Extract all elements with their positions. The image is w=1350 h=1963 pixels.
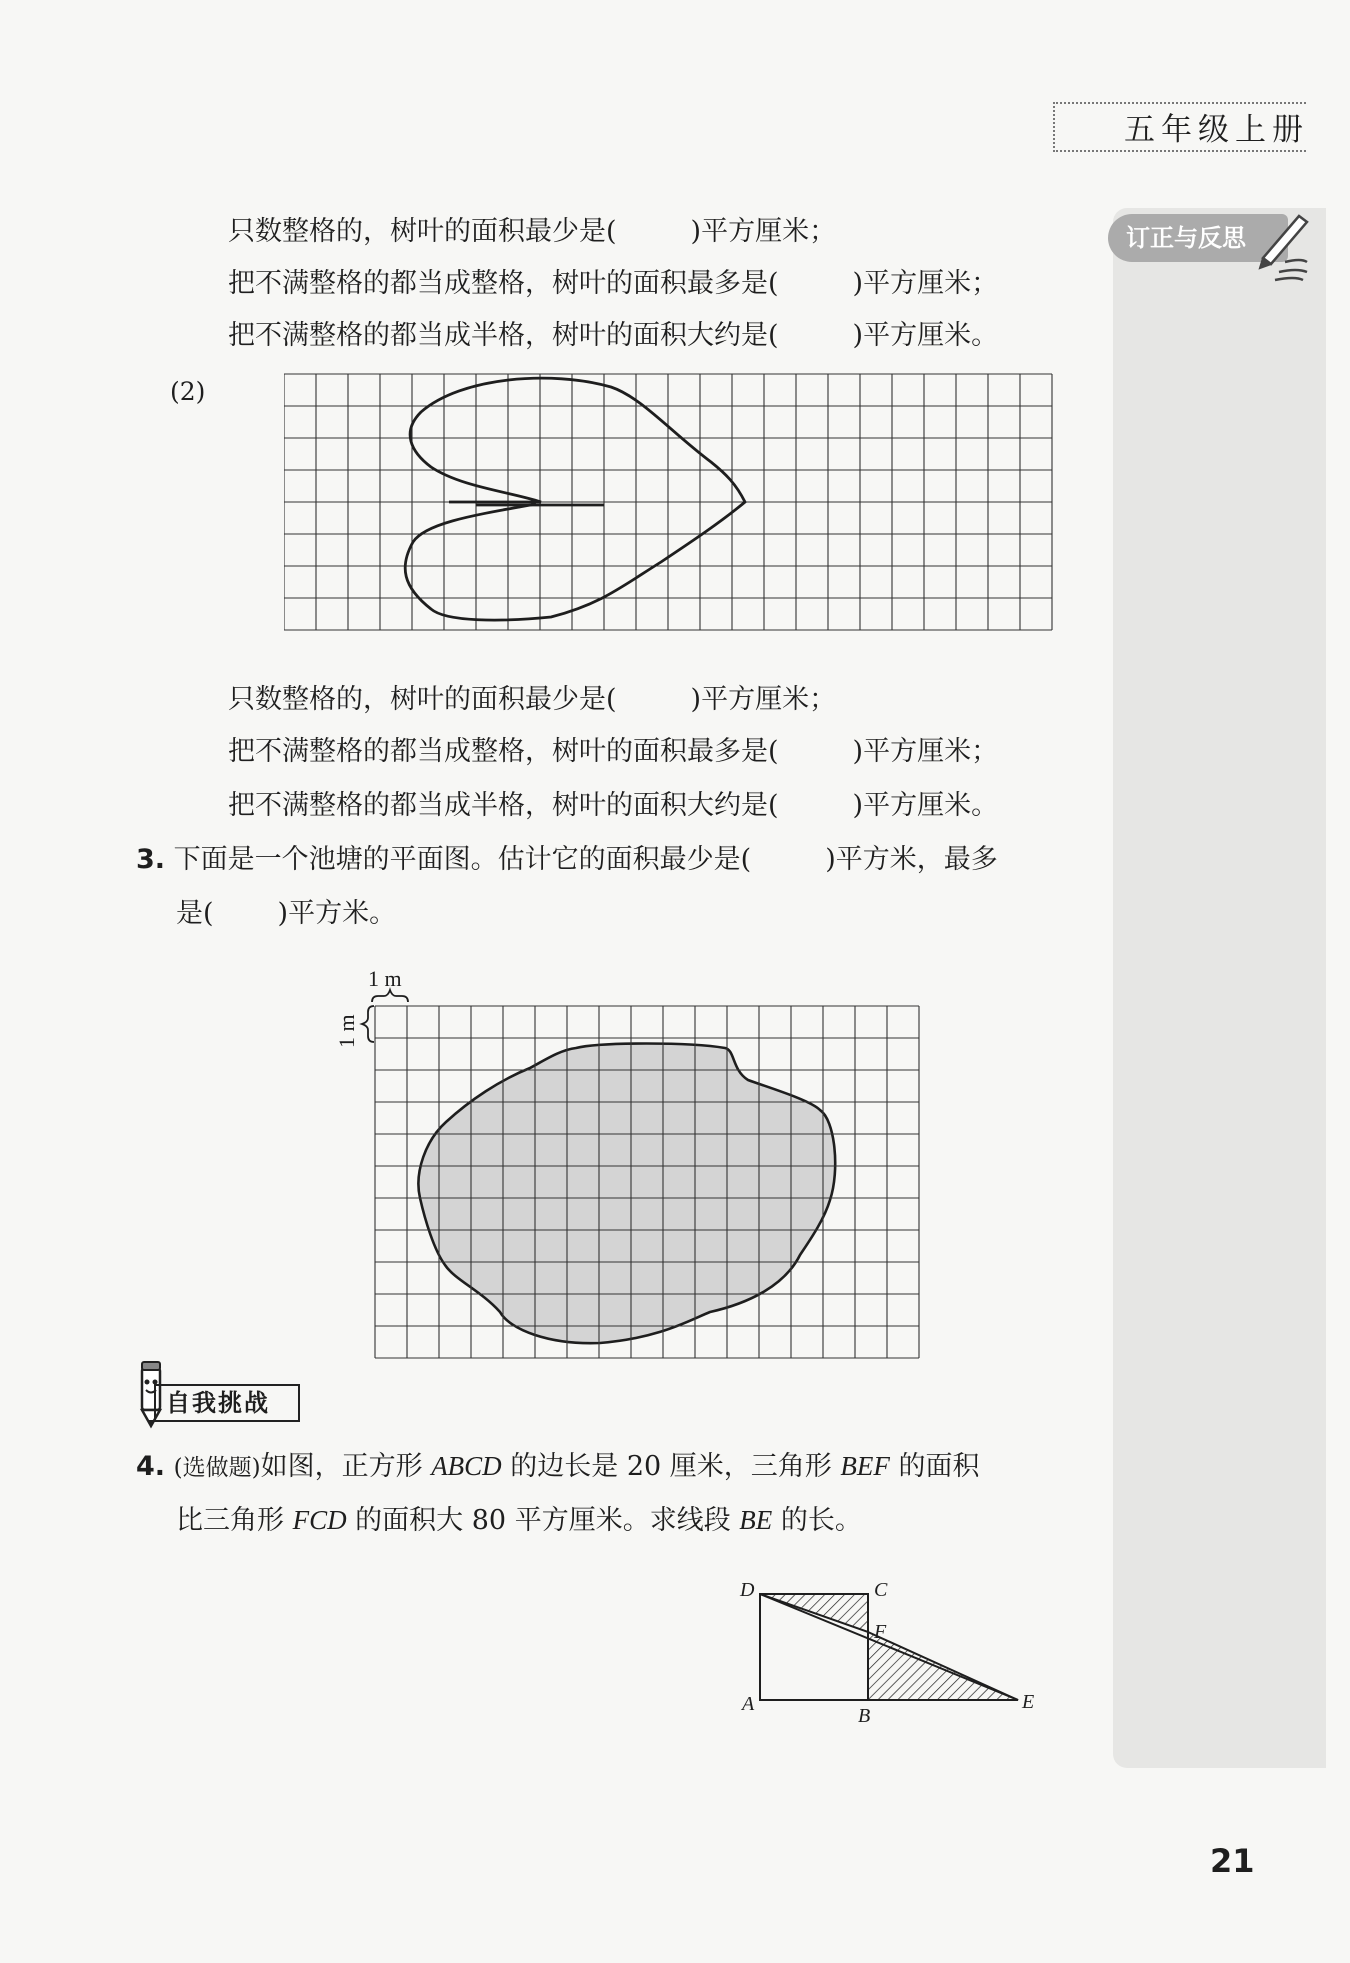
unit-label-vertical: 1 m	[334, 1014, 359, 1048]
optional-tag: (选做题)	[173, 1455, 261, 1481]
leaf-grid-figure	[284, 372, 1054, 636]
question-4-line2	[176, 1500, 862, 1541]
text-segment: 比三角形	[176, 1505, 293, 1536]
text-segment: 是(	[176, 898, 214, 929]
brace-horizontal	[372, 990, 408, 1002]
text-segment: 如图，正方形	[260, 1451, 432, 1482]
pond-shape	[418, 1044, 835, 1344]
text-segment: 把不满整格的都当成半格，树叶的面积大约是(	[228, 320, 779, 351]
text-line	[228, 212, 836, 252]
text-line	[228, 264, 998, 304]
text-line	[228, 316, 998, 356]
text-segment: )平方厘米；	[690, 684, 837, 715]
text-segment: )平方米。	[277, 898, 397, 929]
point-label-e: E	[1022, 1691, 1035, 1713]
text-segment: )平方厘米；	[690, 216, 837, 247]
text-segment: 的面积	[889, 1451, 980, 1482]
math-label: BEF	[840, 1451, 890, 1481]
pond-grid-figure	[330, 960, 930, 1370]
text-segment: 的面积大 80 平方厘米。求线段	[346, 1505, 740, 1536]
subquestion-label: (2)	[170, 377, 206, 406]
question-number: 3.	[136, 844, 166, 875]
grid-lines	[284, 374, 1052, 630]
text-segment: 把不满整格的都当成半格，树叶的面积大约是(	[228, 790, 779, 821]
challenge-heading: 自我挑战	[154, 1384, 300, 1422]
reflection-label: 订正与反思	[1108, 214, 1288, 262]
square-triangle-figure	[730, 1570, 1060, 1730]
math-label: ABCD	[431, 1451, 502, 1481]
text-line	[228, 732, 998, 772]
unit-label-horizontal: 1 m	[368, 966, 402, 991]
text-segment: 的边长是 20 厘米，三角形	[501, 1451, 841, 1482]
text-segment: 把不满整格的都当成整格，树叶的面积最多是(	[228, 268, 779, 299]
text-segment: 只数整格的，树叶的面积最少是(	[228, 684, 617, 715]
pen-icon	[1255, 210, 1315, 285]
question-3-line2	[176, 894, 396, 934]
text-segment: 下面是一个池塘的平面图。估计它的面积最少是(	[173, 844, 752, 875]
text-segment: )平方厘米。	[852, 790, 999, 821]
point-label-d: D	[740, 1579, 755, 1601]
point-label-a: A	[742, 1693, 755, 1715]
grade-title: 五年级上册	[1118, 104, 1315, 149]
brace-vertical	[362, 1006, 374, 1042]
question-number: 4.	[136, 1451, 166, 1482]
text-line	[228, 786, 998, 826]
text-line	[228, 680, 836, 720]
reflection-panel	[1113, 208, 1326, 1768]
text-segment: )平方厘米；	[852, 736, 999, 767]
question-4-line1	[136, 1446, 979, 1488]
leaf-outline	[405, 378, 745, 620]
text-segment: 的长。	[772, 1505, 862, 1536]
question-3-line1	[136, 840, 998, 880]
page-number: 21	[1210, 1842, 1255, 1880]
text-segment: )平方厘米；	[852, 268, 999, 299]
text-segment: )平方厘米。	[852, 320, 999, 351]
point-label-f: F	[874, 1621, 887, 1643]
math-label: FCD	[292, 1505, 347, 1535]
text-segment: 只数整格的，树叶的面积最少是(	[228, 216, 617, 247]
text-segment: )平方米，最多	[825, 844, 998, 875]
text-segment: 把不满整格的都当成整格，树叶的面积最多是(	[228, 736, 779, 767]
point-label-c: C	[874, 1579, 888, 1601]
math-label: BE	[739, 1505, 773, 1535]
point-label-b: B	[858, 1705, 871, 1727]
